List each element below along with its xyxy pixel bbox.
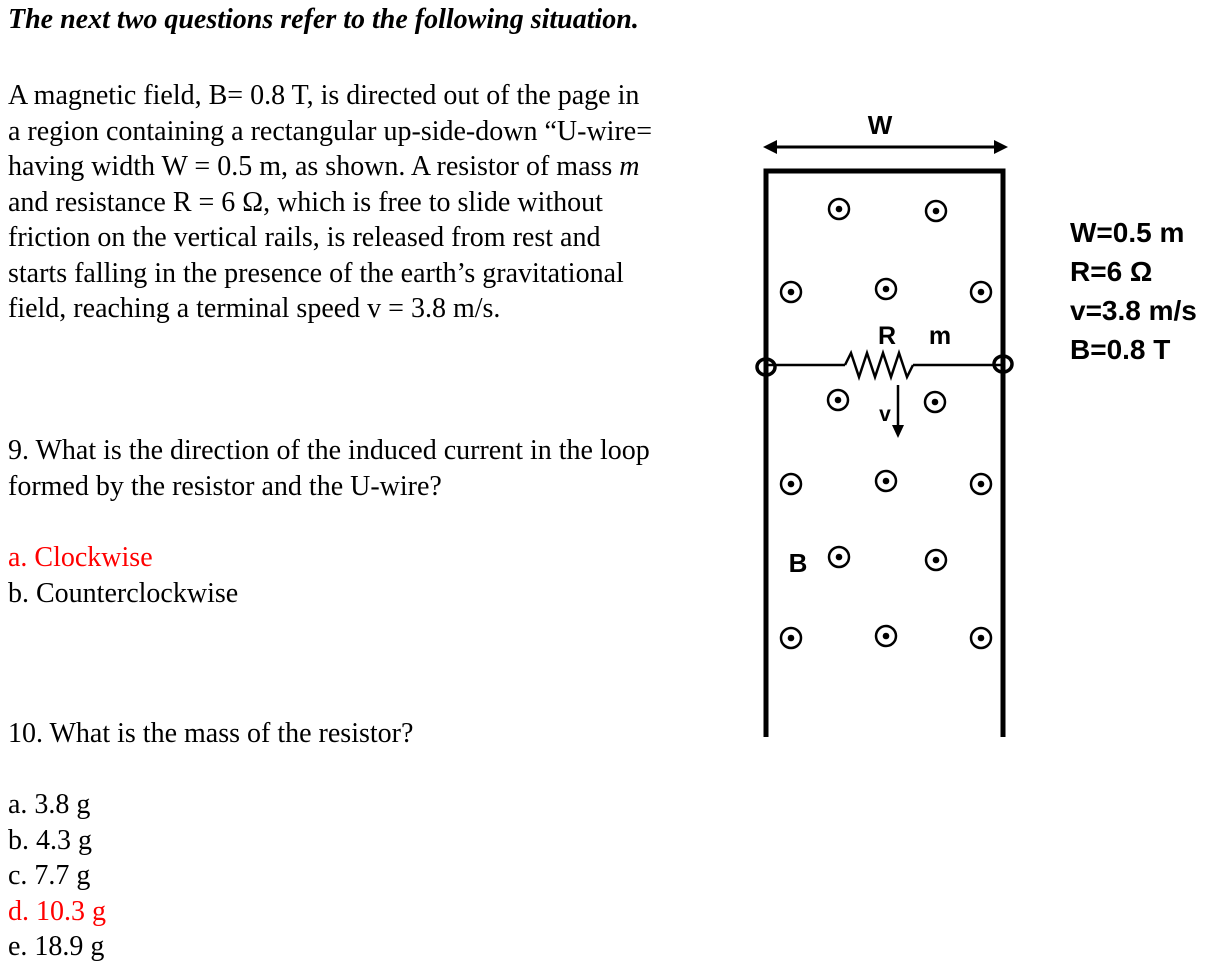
field-dot-icon — [926, 201, 946, 221]
answer-choice-e: e. 18.9 g — [8, 931, 105, 962]
resistor-label: R — [877, 322, 897, 350]
given-field: B=0.8 T — [1070, 334, 1171, 365]
velocity-arrow-head-icon — [892, 425, 904, 438]
mass-label: m — [928, 322, 952, 350]
question-10 — [8, 716, 413, 752]
field-dot-icon — [925, 392, 945, 412]
mass-symbol: m — [619, 151, 640, 182]
intro-line: A magnetic field, B= 0.8 T, is directed out of the page in — [8, 80, 640, 111]
resistor-bar — [757, 353, 1012, 377]
u-wire-diagram — [745, 100, 1035, 750]
intro-line-text: having width W = 0.5 m, as shown. A resistor of mass — [8, 151, 620, 182]
field-dot-icon — [926, 550, 946, 570]
given-width: W=0.5 m — [1070, 217, 1185, 248]
answer-choice-d-correct: d. 10.3 g — [8, 895, 106, 927]
field-dot-icon — [876, 626, 896, 646]
field-dot-icon — [781, 474, 801, 494]
field-dot-icon — [781, 628, 801, 648]
intro-line: starts falling in the presence of the earth’s gravitational — [8, 257, 624, 289]
field-dot-icon — [781, 282, 801, 302]
given-velocity: v=3.8 m/s — [1070, 295, 1197, 326]
answer-choice-a-correct: a. Clockwise — [8, 542, 153, 573]
question-10-choices — [8, 787, 106, 965]
intro-paragraph — [8, 78, 738, 327]
field-dot-icon — [971, 628, 991, 648]
field-dot-icon — [971, 282, 991, 302]
intro-line: a region containing a rectangular up-side-down “U-wire= — [8, 115, 652, 147]
intro-line: friction on the vertical rails, is released from rest and — [8, 222, 601, 253]
section-heading: The next two questions refer to the following situation. — [8, 4, 639, 35]
field-dot-icon — [828, 390, 848, 410]
field-dot-icon — [876, 471, 896, 491]
resistor-zigzag-icon — [845, 353, 913, 377]
field-label: B — [788, 548, 808, 578]
intro-line: field, reaching a terminal speed v = 3.8 m/s. — [8, 293, 501, 324]
width-arrow-left-head — [763, 140, 777, 154]
given-values — [1070, 213, 1197, 369]
answer-choice-b: b. 4.3 g — [8, 824, 92, 856]
question-9-choices — [8, 540, 238, 611]
field-dot-icon — [829, 199, 849, 219]
answer-choice-a: a. 3.8 g — [8, 789, 91, 820]
velocity-label: v — [879, 403, 891, 426]
field-dot-icon — [829, 547, 849, 567]
intro-line — [8, 149, 738, 185]
answer-choice-c: c. 7.7 g — [8, 860, 91, 891]
field-dot-icon — [971, 474, 991, 494]
question-9 — [8, 433, 650, 504]
question-9-line: formed by the resistor and the U-wire? — [8, 470, 442, 502]
question-10-line: 10. What is the mass of the resistor? — [8, 718, 414, 749]
width-label: W — [867, 110, 893, 140]
question-9-line: 9. What is the direction of the induced current in the loop — [8, 435, 650, 466]
u-wire — [766, 171, 1003, 737]
field-dot-icon — [876, 279, 896, 299]
answer-choice-b: b. Counterclockwise — [8, 577, 239, 609]
given-resistance: R=6 Ω — [1070, 256, 1153, 287]
intro-line: and resistance R = 6 Ω, which is free to slide without — [8, 186, 603, 218]
width-arrow-right-head — [994, 140, 1008, 154]
